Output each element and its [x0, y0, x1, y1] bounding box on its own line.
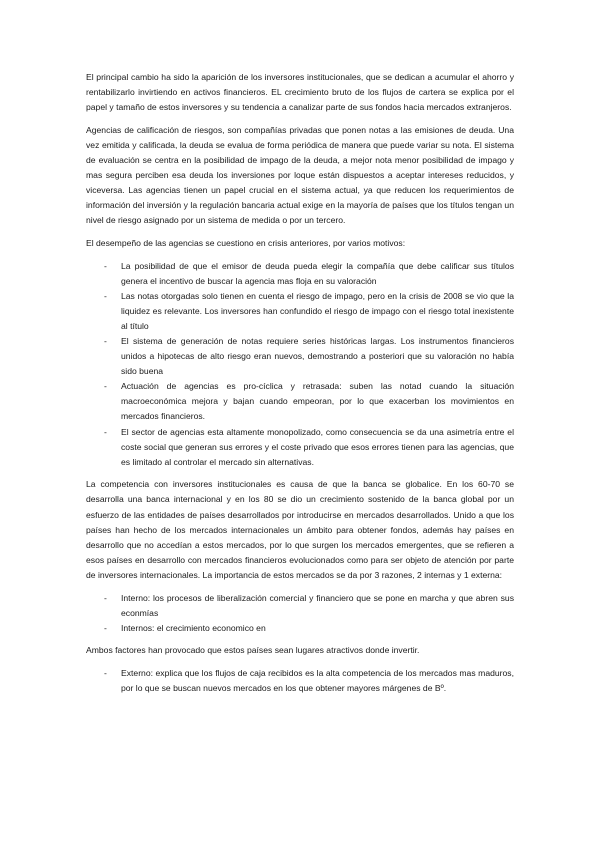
list-item-text: Externo: explica que los flujos de caja recibidos es la alta competencia de los mercados mas maduros, por lo que se buscan nuevos mercados en los que obtener mayores márgenes de Bº. — [121, 667, 514, 693]
bullet-dash: - — [104, 426, 107, 437]
paragraph-institutional-investors: El principal cambio ha sido la aparición de los inversores institucionales, que se dedican a acumular el ahorro y rentabilizarlo invirtiendo en activos financieros. EL crecimiento bruto de los flujos de cartera se explica por el papel y tamaño de estos inversores y su tendencia a canalizar parte de sus fondos hacia mercados extranjeros. — [86, 72, 514, 113]
list-item-text: Las notas otorgadas solo tienen en cuenta el riesgo de impago, pero en la crisis de 2008 se vio que la liquidez es relevante. Los inversores han confundido el riesgo de impago con el riesgo total inexistente al título — [121, 290, 514, 331]
bullet-dash: - — [104, 260, 107, 271]
bullet-dash: - — [104, 622, 107, 633]
document-body — [86, 70, 514, 704]
paragraph-agencies-performance: El desempeño de las agencias se cuestiono en crisis anteriores, por varios motivos: — [86, 237, 406, 248]
list-item — [86, 289, 514, 334]
list-item — [86, 259, 514, 289]
list-external-reasons — [86, 666, 514, 696]
paragraph-rating-agencies: Agencias de calificación de riesgos, son compañías privadas que ponen notas a las emisiones de deuda. Una vez emitida y calificada, la deuda se evalua de forma periódica de manera que puede variar su nota. El sistema de evaluación se centra en la posibilidad de impago de la deuda, a mejor nota menor posibilidad de impago y mas segura perciben esa deuda los inversiones por loque están dispuestos a aceptar intereses reducidos, y viceversa. Las agencias tienen un papel crucial en el sistema actual, ya que reducen los requerimientos de información del inversión y la regulación bancaria actual exige en la mayoría de países que los títulos tengan un nivel de riesgo asignado por un sistema de medida o por un tercero. — [86, 124, 514, 226]
paragraph-attractive-investment: Ambos factores han provocado que estos países sean lugares atractivos donde invertir. — [86, 645, 420, 656]
list-item-text: Internos: el crecimiento economico en — [121, 622, 266, 633]
bullet-dash: - — [104, 592, 107, 603]
list-item-text: Interno: los procesos de liberalización comercial y financiero que se pone en marcha y que abren sus econmías — [121, 592, 514, 618]
list-item-text: El sistema de generación de notas requiere series históricas largas. Los instrumentos financieros unidos a hipotecas de alto riesgo eran nuevos, demostrando a posteriori que su valoración no había sido buena — [121, 336, 514, 377]
list-item — [86, 591, 514, 621]
bullet-dash: - — [104, 667, 107, 678]
bullet-dash: - — [104, 381, 107, 392]
list-internal-reasons — [86, 591, 514, 636]
bullet-dash: - — [104, 290, 107, 301]
paragraph-banking-globalization: La competencia con inversores institucionales es causa de que la banca se globalice. En los 60-70 se desarrolla una banca internacional y en los 80 se dio un crecimiento sostenido de la banca global por un esfuerzo de las entidades de países desarrollados por introducirse en mercados desarrollados. Unido a que los países han hecho de los mercados internacionales un ámbito para obtener fondos, además hay países en desarrollo que no accedían a estos mercados, por lo que surgen los mercados emergentes, que se refieren a esos países en desarrollo con mercados financieros evolucionados como para ser objeto de atención por parte de inversores internacionales. La importancia de estos mercados se da por 3 razones, 2 internas y 1 externa: — [86, 479, 514, 580]
list-item-text: El sector de agencias esta altamente monopolizado, como consecuencia se da una asimetría entre el coste social que generan sus errores y el coste privado que esos errores tienen para las agencias, que es limitado al controlar el mercado sin alternativas. — [121, 426, 514, 467]
list-item-text: La posibilidad de que el emisor de deuda pueda elegir la compañía que debe calificar sus títulos genera el incentivo de buscar la agencia mas floja en su valoración — [121, 260, 514, 286]
list-item-text: Actuación de agencias es pro-cíclica y retrasada: suben las notad cuando la situación macroeconómica mejora y bajan cuando empeoran, por lo que exacerban los movimientos en mercados financieros. — [121, 381, 514, 422]
bullet-dash: - — [104, 336, 107, 346]
list-item — [86, 334, 514, 379]
list-agency-criticisms — [86, 259, 514, 470]
list-item — [86, 425, 514, 470]
list-item — [86, 666, 514, 696]
list-item — [86, 621, 514, 636]
list-item — [86, 379, 514, 424]
